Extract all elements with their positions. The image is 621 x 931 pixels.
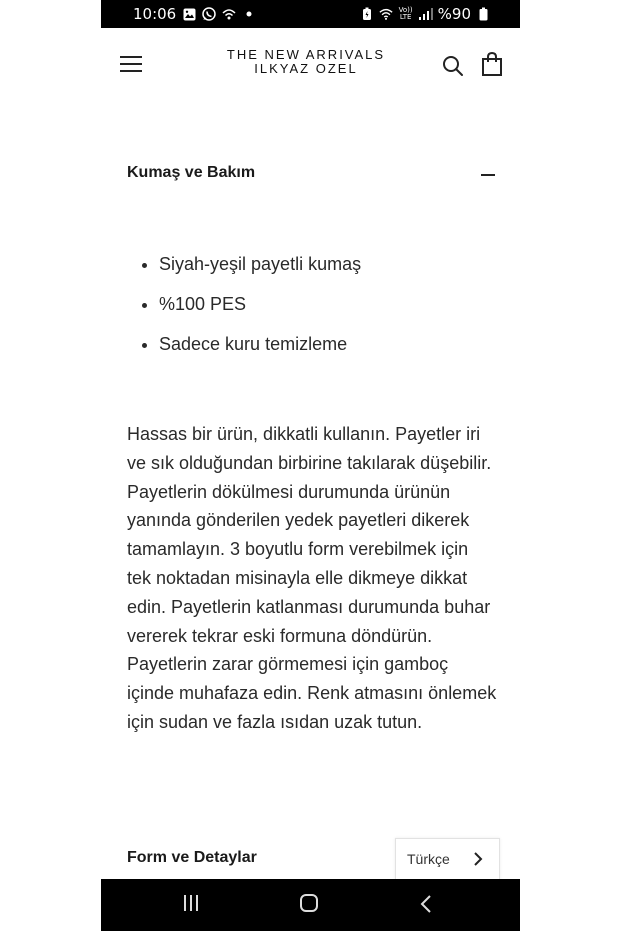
accordion-title-form-details[interactable]: Form ve Detaylar xyxy=(127,849,257,866)
list-item: • Siyah-yeşil payetli kumaş xyxy=(159,250,361,290)
notification-dot-icon xyxy=(242,7,256,21)
site-header xyxy=(101,28,520,100)
signal-icon xyxy=(419,7,433,21)
status-bar xyxy=(101,0,520,28)
list-item: • Sadece kuru temizleme xyxy=(159,330,361,370)
brand-line-1: THE NEW ARRIVALS xyxy=(226,47,386,62)
language-switcher[interactable] xyxy=(395,838,500,880)
wifi-call-icon xyxy=(222,7,236,21)
gallery-icon xyxy=(182,7,196,21)
brand-logo[interactable] xyxy=(201,48,411,76)
shopping-bag-icon[interactable] xyxy=(481,52,503,76)
wifi-icon xyxy=(379,7,393,21)
care-description: Hassas bir ürün, dikkatli kullanın. Payetler iri ve sık olduğundan birbirine takılarak düşebilir. Payetlerin dökülmesi durumunda ürünün yanında gönderilen yedek payetleri dikerek tamamlayın. 3 boyutlu form verebilmek için tek noktadan misinayla elle dikmeye dikkat edin. Payetlerin katlanması durumunda buhar vererek tekrar eski formuna döndürün. Payetlerin zarar görmemesi için gamboç içinde muhafaza edin. Renk atmasını önlemek için sudan ve fazla ısıdan uzak tutun. xyxy=(127,424,497,732)
whatsapp-icon xyxy=(202,7,216,21)
collapse-minus-icon[interactable] xyxy=(480,167,496,183)
chevron-right-icon xyxy=(472,852,484,866)
language-label: Türkçe xyxy=(407,851,450,867)
android-nav-bar xyxy=(101,879,520,931)
volte-icon: Vo)) LTE xyxy=(398,6,413,21)
status-time: 10:06 xyxy=(133,5,177,23)
battery-icon xyxy=(476,7,490,21)
fabric-care-list xyxy=(135,250,361,370)
search-icon[interactable] xyxy=(442,55,464,77)
list-item: • %100 PES xyxy=(159,290,361,330)
battery-saver-icon xyxy=(360,7,374,21)
home-icon[interactable] xyxy=(300,894,318,912)
back-icon[interactable] xyxy=(419,894,433,914)
battery-percent: %90 xyxy=(437,5,471,23)
phone-screen xyxy=(101,0,520,931)
hamburger-menu-icon[interactable] xyxy=(120,55,142,73)
accordion-title-fabric-care[interactable]: Kumaş ve Bakım xyxy=(127,164,256,181)
brand-line-2: ILKYAZ OZEL xyxy=(254,61,358,76)
recents-icon[interactable] xyxy=(183,895,201,913)
